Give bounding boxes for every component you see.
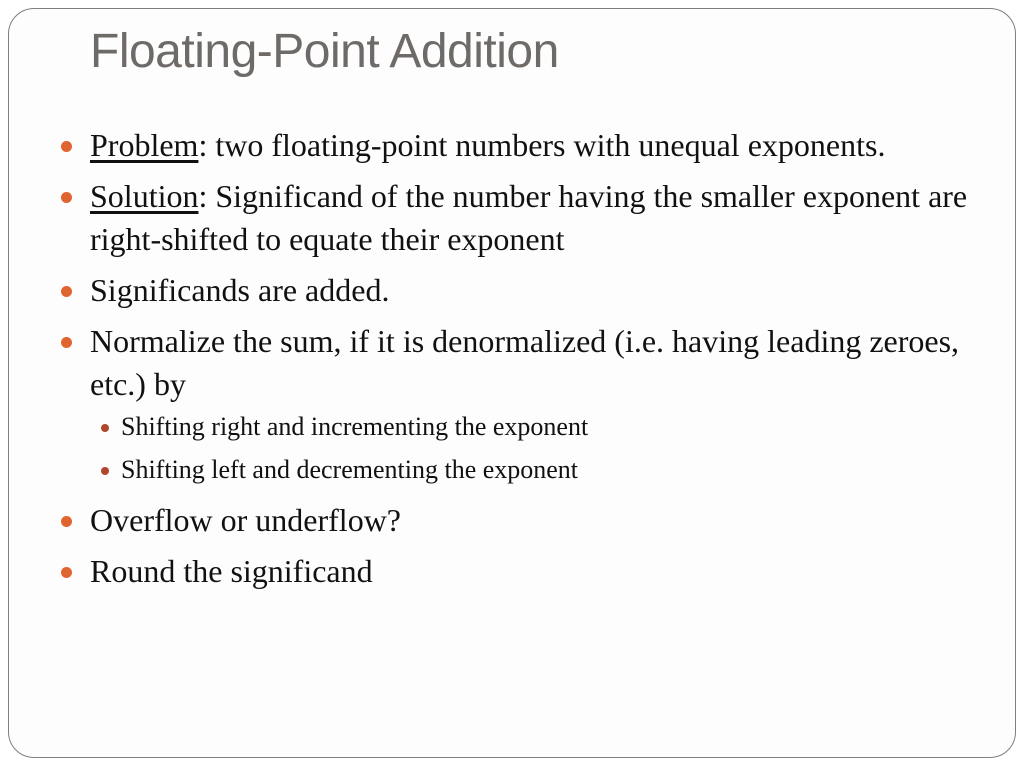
bullet-lead-solution: Solution [90,178,199,214]
bullet-text: Significands are added. [90,272,390,308]
sub-bullet-text: Shifting right and incrementing the exponent [121,412,589,441]
bullet-dot-icon [61,286,72,297]
bullet-solution [90,175,970,261]
bullet-round [90,550,970,593]
bullet-dot-icon [61,567,72,578]
bullet-normalize [90,320,970,406]
sub-bullet-dot-icon [101,424,109,432]
bullet-significands-added [90,269,970,312]
bullet-dot-icon [61,516,72,527]
bullet-dot-icon [61,192,72,203]
bullet-text-solution: : Significand of the number having the smaller exponent are right-shifted to equate their exponent [90,178,968,257]
slide-title: Floating-Point Addition [90,25,559,78]
bullet-dot-icon [61,141,72,152]
sub-bullet-text: Shifting left and decrementing the exponent [121,455,579,484]
bullet-text: Round the significand [90,553,373,589]
bullet-text: Overflow or underflow? [90,502,401,538]
sub-bullet-shift-left [121,453,970,487]
sub-bullet-dot-icon [101,467,109,475]
bullet-dot-icon [61,337,72,348]
sub-bullet-list [90,410,970,487]
bullet-lead-problem: Problem [90,127,199,163]
bullet-overflow [90,499,970,542]
bullet-text: Normalize the sum, if it is denormalized (i.e. having leading zeroes, etc.) by [90,323,960,402]
bullet-problem [90,124,970,167]
slide-content [90,124,970,601]
sub-bullet-shift-right [121,410,970,444]
bullet-text-problem: : two floating-point numbers with unequal exponents. [198,127,886,163]
